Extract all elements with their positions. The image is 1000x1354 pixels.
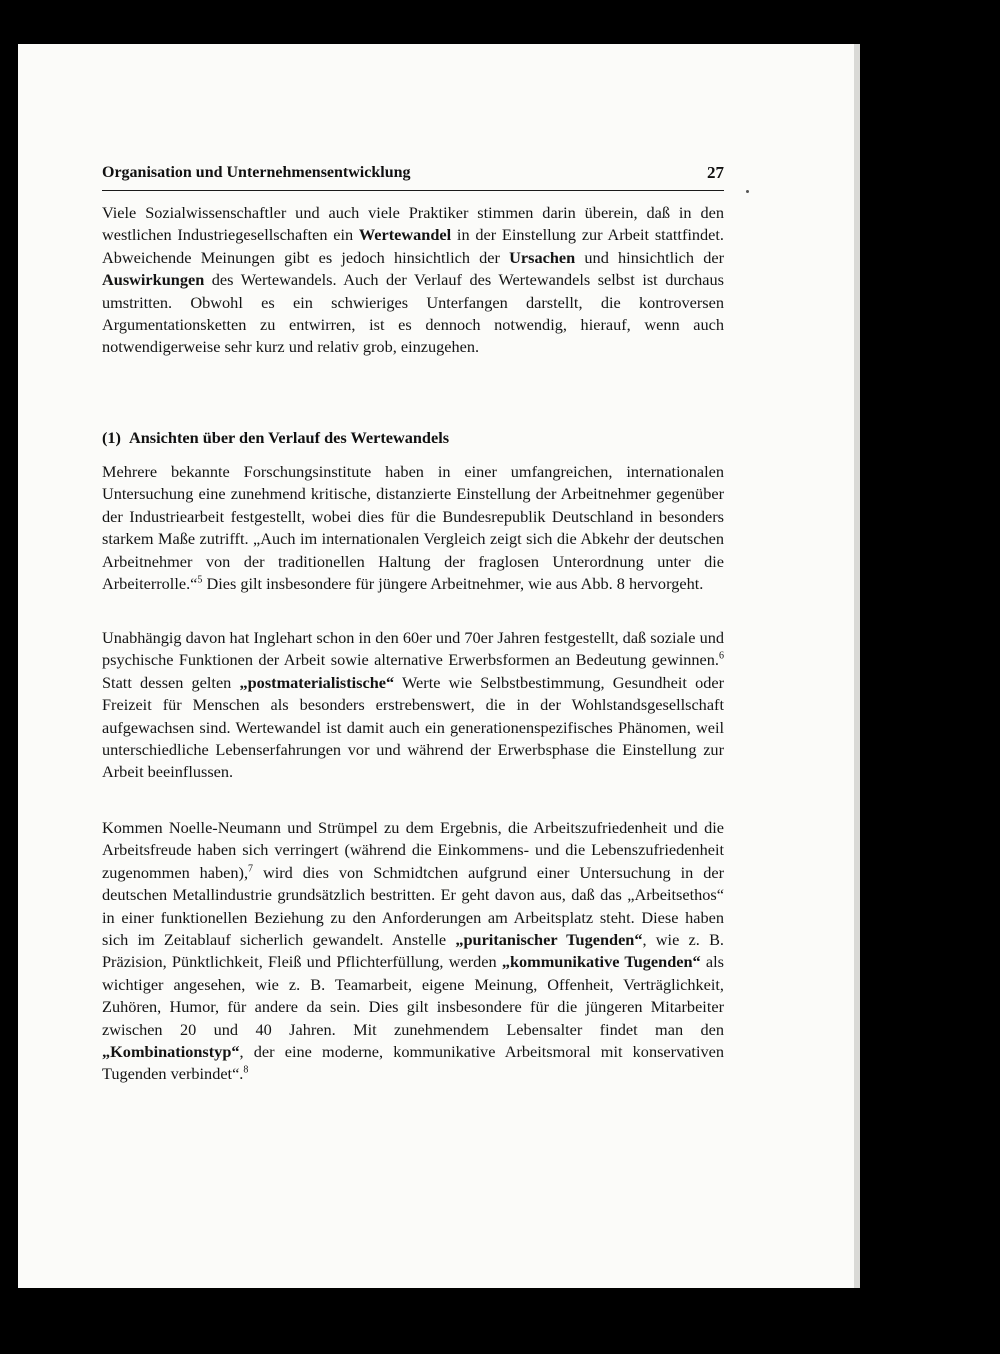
text-run: Statt dessen gelten xyxy=(102,672,240,692)
paragraph-research xyxy=(102,461,724,595)
text-run: , wie z. B. Präzision, Pünktlichkeit, Fleiß und Pflichterfüllung, werden xyxy=(102,930,724,972)
paragraph-intro xyxy=(102,202,724,359)
page-number: 27 xyxy=(707,163,724,182)
footnote-marker: 7 xyxy=(248,863,254,875)
running-header-title: Organisation und Unternehmensentwicklung xyxy=(102,164,411,181)
text-run: Dies gilt insbesondere für jüngere Arbeitnehmer, wie aus Abb. 8 hervorgeht. xyxy=(202,574,704,594)
bold-term: Wertewandel xyxy=(358,225,452,245)
text-run: Mehrere bekannte Forschungsinstitute haben in einer umfangreichen, internationalen Untersuchung eine zunehmend kritische, distanzierte Einstellung der Arbeitnehmer gegenüber der Industriearbeit festgestellt, wobei dies für die Bundesrepublik Deutschland in besonders starkem Maße zutrifft. „Auch im internationalen Vergleich zeigt sich die Abkehr der deutschen Arbeitnehmer von der traditionellen Haltung der fraglosen Unterordnung unter die Arbeiterrolle.“ xyxy=(102,462,724,594)
text-run: wird dies von Schmidtchen aufgrund einer Untersuchung in der deutschen Metallindustrie grundsätzlich bestritten. Er geht davon aus, daß das „Arbeitsethos“ in einer funktionellen Beziehung zu den Anforderungen am Arbeitsplatz steht. Diese haben sich im Zeitablauf sicherlich gewandelt. Anstelle xyxy=(102,862,724,950)
bold-term: Ursachen xyxy=(509,247,576,267)
section-title: Ansichten über den Verlauf des Wertewandels xyxy=(128,428,450,447)
text-run: des Wertewandels. Auch der Verlauf des Wertewandels selbst ist durchaus umstritten. Obwohl es ein schwieriges Unterfangen darstellt, die kontroversen Argumentationsketten zu entwirren, ist es dennoch notwendig, hierauf, wenn auch notwendigerweise sehr kurz und relativ grob, einzugehen. xyxy=(102,270,724,357)
text-run: in der Einstellung zur Arbeit stattfindet. Abweichende Meinungen gibt es jedoch hinsichtlich der xyxy=(102,225,725,267)
print-speck xyxy=(746,190,749,193)
text-run: Kommen Noelle-Neumann und Strümpel zu dem Ergebnis, die Arbeitszufriedenheit und die Arbeitsfreude haben sich verringert (während die Einkommens- und die Lebenszufriedenheit zugenommen haben), xyxy=(102,818,724,882)
footnote-marker: 6 xyxy=(719,650,724,662)
paragraph-noelle-neumann xyxy=(102,817,724,1086)
bold-term: „puritanischer Tugenden“ xyxy=(455,930,643,950)
text-run: , der eine moderne, kommunikative Arbeitsmoral mit konservativen Tugenden verbindet“. xyxy=(102,1042,724,1084)
text-run: als wichtiger angesehen, wie z. B. Teamarbeit, eigene Meinung, Offenheit, Verträglichkeit, Zuhören, Humor, für andere da sein. Dies gilt insbesondere für die jüngeren Mitarbeiter zwischen 20 und 40 Jahren. Mit zunehmendem Lebensalter findet man den xyxy=(102,952,725,1039)
bold-term: „kommunikative Tugenden“ xyxy=(501,952,701,972)
section-heading xyxy=(102,428,724,448)
bold-term: „Kombinationstyp“ xyxy=(102,1042,240,1062)
text-run: und hinsichtlich der xyxy=(575,247,725,267)
footnote-marker: 5 xyxy=(197,574,203,586)
bold-term: „postmaterialistische“ xyxy=(239,672,395,692)
text-run: Viele Sozialwissenschaftler und auch viele Praktiker stimmen darin überein, daß in den westlichen Industriegesellschaften ein xyxy=(102,203,724,245)
page-edge xyxy=(854,44,860,1288)
paragraph-inglehart xyxy=(102,627,724,784)
text-run: Werte wie Selbstbestimmung, Gesundheit oder Freizeit für Menschen als besonders erstrebenswert, die in der Wohlstandsgesellschaft aufgewachsen sind. Wertewandel ist damit auch ein generationenspezifisches Phänomen, weil unterschiedliche Lebenserfahrungen vor und während der Erwerbsphase die Einstellung zur Arbeit beeinflussen. xyxy=(102,672,724,782)
footnote-marker: 8 xyxy=(243,1065,249,1077)
section-number: (1) xyxy=(102,428,121,447)
bold-term: Auswirkungen xyxy=(102,270,205,290)
running-header xyxy=(102,162,724,191)
text-run: Unabhängig davon hat Inglehart schon in den 60er und 70er Jahren festgestellt, daß soziale und psychische Funktionen der Arbeit sowie alternative Erwerbsformen an Bedeutung gewinnen. xyxy=(102,628,724,670)
